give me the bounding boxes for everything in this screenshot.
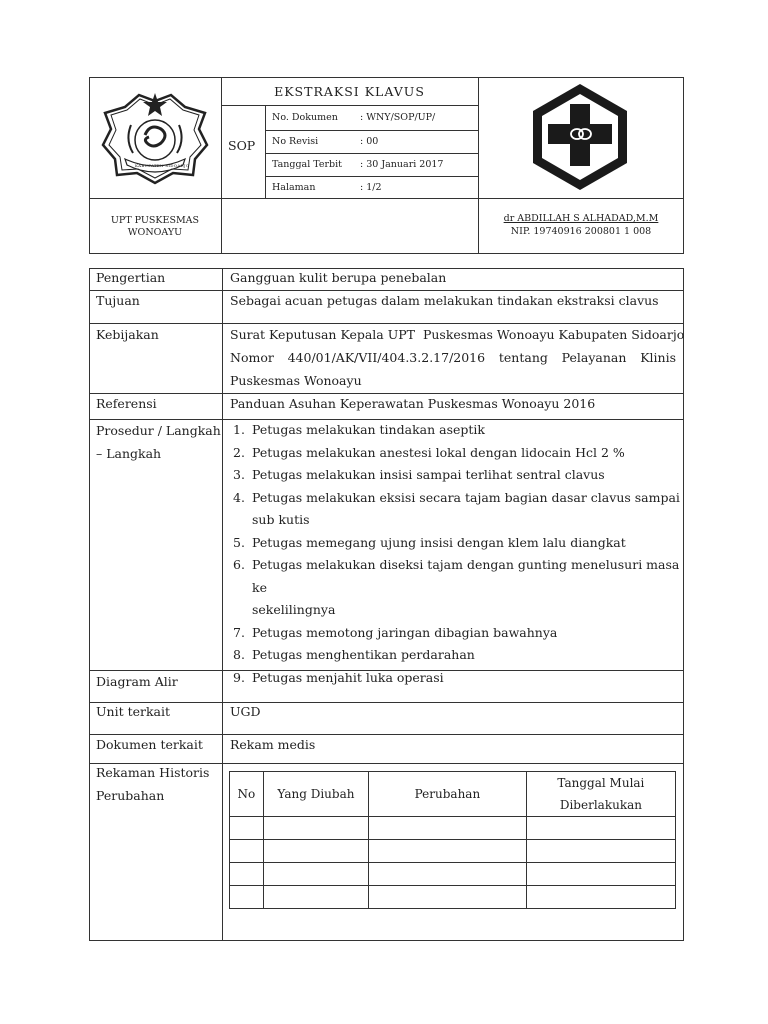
value-tujuan: Sebagai acuan petugas dalam melakukan tindakan ekstraksi clavus (230, 293, 659, 308)
step-text: Petugas melakukan insisi sampai terlihat sentral clavus (252, 467, 605, 482)
history-header-tanggal-line1: Tanggal Mulai (557, 776, 645, 790)
step-text: Petugas menghentikan perdarahan (252, 647, 475, 662)
value-kebijakan-line2: Nomor 440/01/AK/VII/404.3.2.17/2016 tentang Pelayanan Klinis (230, 350, 676, 365)
history-table (229, 771, 676, 909)
history-cell (263, 863, 368, 886)
history-cell (230, 863, 264, 886)
history-cell (526, 863, 675, 886)
label-kebijakan: Kebijakan (96, 327, 159, 342)
step-number: 7. (233, 624, 245, 640)
step-item (224, 442, 680, 465)
step-number: 2. (233, 444, 245, 460)
history-row (230, 863, 676, 886)
meta-label-halaman: Halaman (272, 182, 316, 193)
history-cell (526, 886, 675, 909)
value-pengertian: Gangguan kulit berupa penebalan (230, 270, 447, 285)
step-item (224, 622, 680, 645)
history-row (230, 817, 676, 840)
label-rekaman-line1: Rekaman Historis (96, 765, 210, 780)
history-cell (526, 817, 675, 840)
emblem-text-content: KABUPATEN SIDOARJO (135, 163, 190, 168)
history-header-no: No (230, 772, 264, 817)
label-tujuan: Tujuan (96, 293, 140, 308)
label-pengertian: Pengertian (96, 270, 166, 285)
signatory-nip: NIP. 19740916 200801 1 008 (510, 226, 652, 237)
value-dokumen-terkait: Rekam medis (230, 737, 316, 752)
history-cell (230, 886, 264, 909)
step-number: 4. (233, 489, 245, 505)
meta-label-no-dokumen: No. Dokumen (272, 112, 338, 123)
step-item (224, 554, 680, 622)
procedure-steps (224, 419, 680, 689)
step-number: 3. (233, 467, 245, 482)
org-name-line1: UPT PUSKESMAS (110, 215, 200, 226)
label-dokumen-terkait: Dokumen terkait (96, 737, 203, 752)
step-item (224, 464, 680, 487)
emblem-text (135, 163, 189, 168)
label-referensi: Referensi (96, 396, 157, 411)
label-rekaman-line2: Perubahan (96, 788, 165, 803)
step-number: 6. (233, 557, 245, 572)
meta-value-tanggal-terbit: : 30 Januari 2017 (360, 159, 444, 170)
step-number: 5. (233, 534, 245, 550)
meta-value-halaman: : 1/2 (360, 182, 382, 193)
step-text: Petugas melakukan tindakan aseptik (252, 422, 485, 437)
meta-label-no-revisi: No Revisi (272, 136, 319, 147)
signatory-name: dr ABDILLAH S ALHADAD,M.M (503, 213, 659, 224)
history-header-tanggal-line2: Diberlakukan (559, 798, 642, 812)
history-header-tanggal (526, 772, 675, 817)
history-cell (369, 840, 527, 863)
step-item (224, 667, 680, 690)
org-name-line2: WONOAYU (127, 227, 183, 238)
step-item (224, 644, 680, 667)
history-cell (230, 817, 264, 840)
meta-value-no-revisi: : 00 (360, 136, 379, 147)
step-text-continued: sub kutis (252, 512, 310, 527)
history-cell (230, 840, 264, 863)
sop-label: SOP (228, 138, 256, 153)
history-cell (369, 817, 527, 840)
history-cell (526, 840, 675, 863)
step-item (224, 487, 680, 532)
regency-emblem-icon (95, 85, 215, 185)
history-row (230, 840, 676, 863)
history-cell (263, 840, 368, 863)
history-cell (369, 863, 527, 886)
step-item (224, 419, 680, 442)
step-text: Petugas melakukan eksisi secara tajam bagian dasar clavus sampai (252, 489, 680, 505)
history-cell (263, 817, 368, 840)
history-cell (263, 886, 368, 909)
meta-label-tanggal-terbit: Tanggal Terbit (272, 159, 342, 170)
step-text-continued: sekelilingnya (252, 602, 336, 617)
history-header-row (230, 772, 676, 817)
step-number: 1. (233, 422, 245, 437)
value-unit-terkait: UGD (230, 704, 261, 719)
step-item (224, 532, 680, 555)
meta-value-no-dokumen: : WNY/SOP/UP/ (360, 112, 436, 123)
label-diagram-alir: Diagram Alir (96, 674, 178, 689)
value-referensi: Panduan Asuhan Keperawatan Puskesmas Wonoayu 2016 (230, 396, 596, 411)
step-text: Petugas memotong jaringan dibagian bawahnya (252, 624, 558, 640)
value-kebijakan-line3: Puskesmas Wonoayu (230, 373, 362, 388)
puskesmas-logo-icon (530, 82, 630, 192)
history-row (230, 886, 676, 909)
document-title: EKSTRAKSI KLAVUS (274, 84, 425, 99)
history-cell (369, 886, 527, 909)
value-kebijakan-line1: Surat Keputusan Kepala UPT Puskesmas Wonoayu Kabupaten Sidoarjo (230, 327, 685, 342)
history-header-perubahan: Perubahan (369, 772, 527, 817)
history-header-yang-diubah: Yang Diubah (263, 772, 368, 817)
step-text: Petugas memegang ujung insisi dengan klem lalu diangkat (252, 534, 626, 550)
label-unit-terkait: Unit terkait (96, 704, 171, 719)
step-number: 8. (233, 647, 245, 662)
step-text: Petugas melakukan diseksi tajam dengan gunting menelusuri masa ke (252, 557, 680, 595)
step-text: Petugas melakukan anestesi lokal dengan lidocain Hcl 2 % (252, 444, 625, 460)
label-prosedur-line1: Prosedur / Langkah (96, 423, 221, 438)
step-number: 9. (233, 669, 245, 685)
label-prosedur-line2: – Langkah (96, 446, 162, 461)
step-text: Petugas menjahit luka operasi (252, 669, 444, 685)
